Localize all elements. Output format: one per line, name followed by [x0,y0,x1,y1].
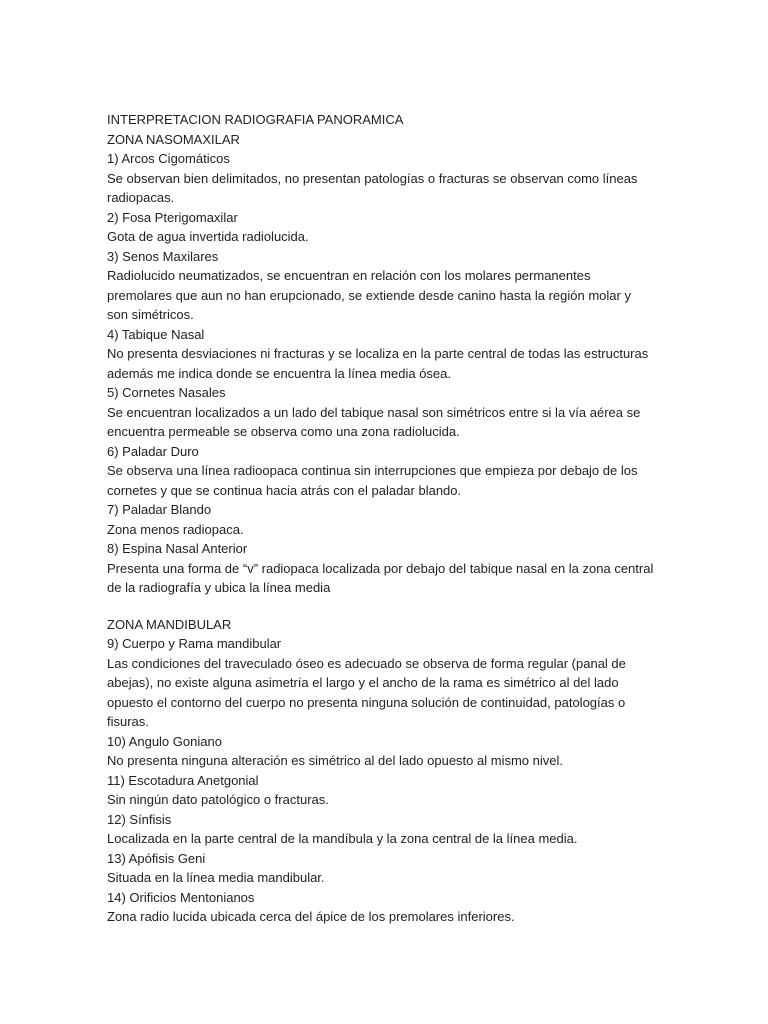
item-heading-9: 9) Cuerpo y Rama mandibular [107,636,282,651]
paragraph-line: Situada en la línea media mandibular. [107,870,325,885]
item-heading-5: 5) Cornetes Nasales [107,385,226,400]
paragraph-line: cornetes y que se continua hacia atrás con el paladar blando. [107,483,462,498]
item-heading-12: 12) Sínfisis [107,812,172,827]
paragraph-line: Sin ningún dato patológico o fracturas. [107,792,329,807]
section-heading-nasomaxilar: ZONA NASOMAXILAR [107,132,240,147]
paragraph-line: premolares que aun no han erupcionado, se extiende desde canino hasta la región molar y [107,288,631,303]
item-heading-4: 4) Tabique Nasal [107,327,205,342]
item-heading-2: 2) Fosa Pterigomaxilar [107,210,238,225]
paragraph-line: Localizada en la parte central de la mandíbula y la zona central de la línea media. [107,831,578,846]
paragraph-line: Presenta una forma de “v” radiopaca localizada por debajo del tabique nasal en la zona central [107,561,654,576]
item-heading-11: 11) Escotadura Anetgonial [107,773,259,788]
paragraph-line: Se encuentran localizados a un lado del tabique nasal son simétricos entre si la vía aérea se [107,405,641,420]
paragraph-line: son simétricos. [107,307,194,322]
item-heading-10: 10) Angulo Goniano [107,734,222,749]
paragraph-line: fisuras. [107,714,149,729]
paragraph-line: Zona radio lucida ubicada cerca del ápice de los premolares inferiores. [107,909,515,924]
item-heading-8: 8) Espina Nasal Anterior [107,541,248,556]
paragraph-line: Zona menos radiopaca. [107,522,244,537]
paragraph-line: opuesto el contorno del cuerpo no presenta ninguna solución de continuidad, patologías o [107,695,626,710]
paragraph-line: No presenta desviaciones ni fracturas y se localiza en la parte central de todas las estructuras [107,346,649,361]
paragraph-line: Se observan bien delimitados, no presentan patologías o fracturas se observan como líneas [107,171,638,186]
item-heading-7: 7) Paladar Blando [107,502,212,517]
paragraph-line: Gota de agua invertida radiolucida. [107,229,309,244]
paragraph-line: Las condiciones del traveculado óseo es adecuado se observa de forma regular (panal de [107,656,626,671]
item-heading-1: 1) Arcos Cigomáticos [107,151,230,166]
item-heading-6: 6) Paladar Duro [107,444,199,459]
item-heading-3: 3) Senos Maxilares [107,249,219,264]
document-title: INTERPRETACION RADIOGRAFIA PANORAMICA [107,112,404,127]
paragraph-line: además me indica donde se encuentra la línea media ósea. [107,366,451,381]
item-heading-14: 14) Orificios Mentonianos [107,890,255,905]
paragraph-line: abejas), no existe alguna asimetría el largo y el ancho de la rama es simétrico al del lado [107,675,619,690]
paragraph-line: Radiolucido neumatizados, se encuentran en relación con los molares permanentes [107,268,591,283]
paragraph-line: de la radiografía y ubica la línea media [107,580,331,595]
paragraph-line: No presenta ninguna alteración es simétrico al del lado opuesto al mismo nivel. [107,753,563,768]
item-heading-13: 13) Apófisis Geni [107,851,206,866]
paragraph-line: radiopacas. [107,190,175,205]
paragraph-line: encuentra permeable se observa como una zona radiolucida. [107,424,460,439]
section-heading-mandibular: ZONA MANDIBULAR [107,617,232,632]
paragraph-line: Se observa una línea radioopaca continua sin interrupciones que empieza por debajo de los [107,463,638,478]
